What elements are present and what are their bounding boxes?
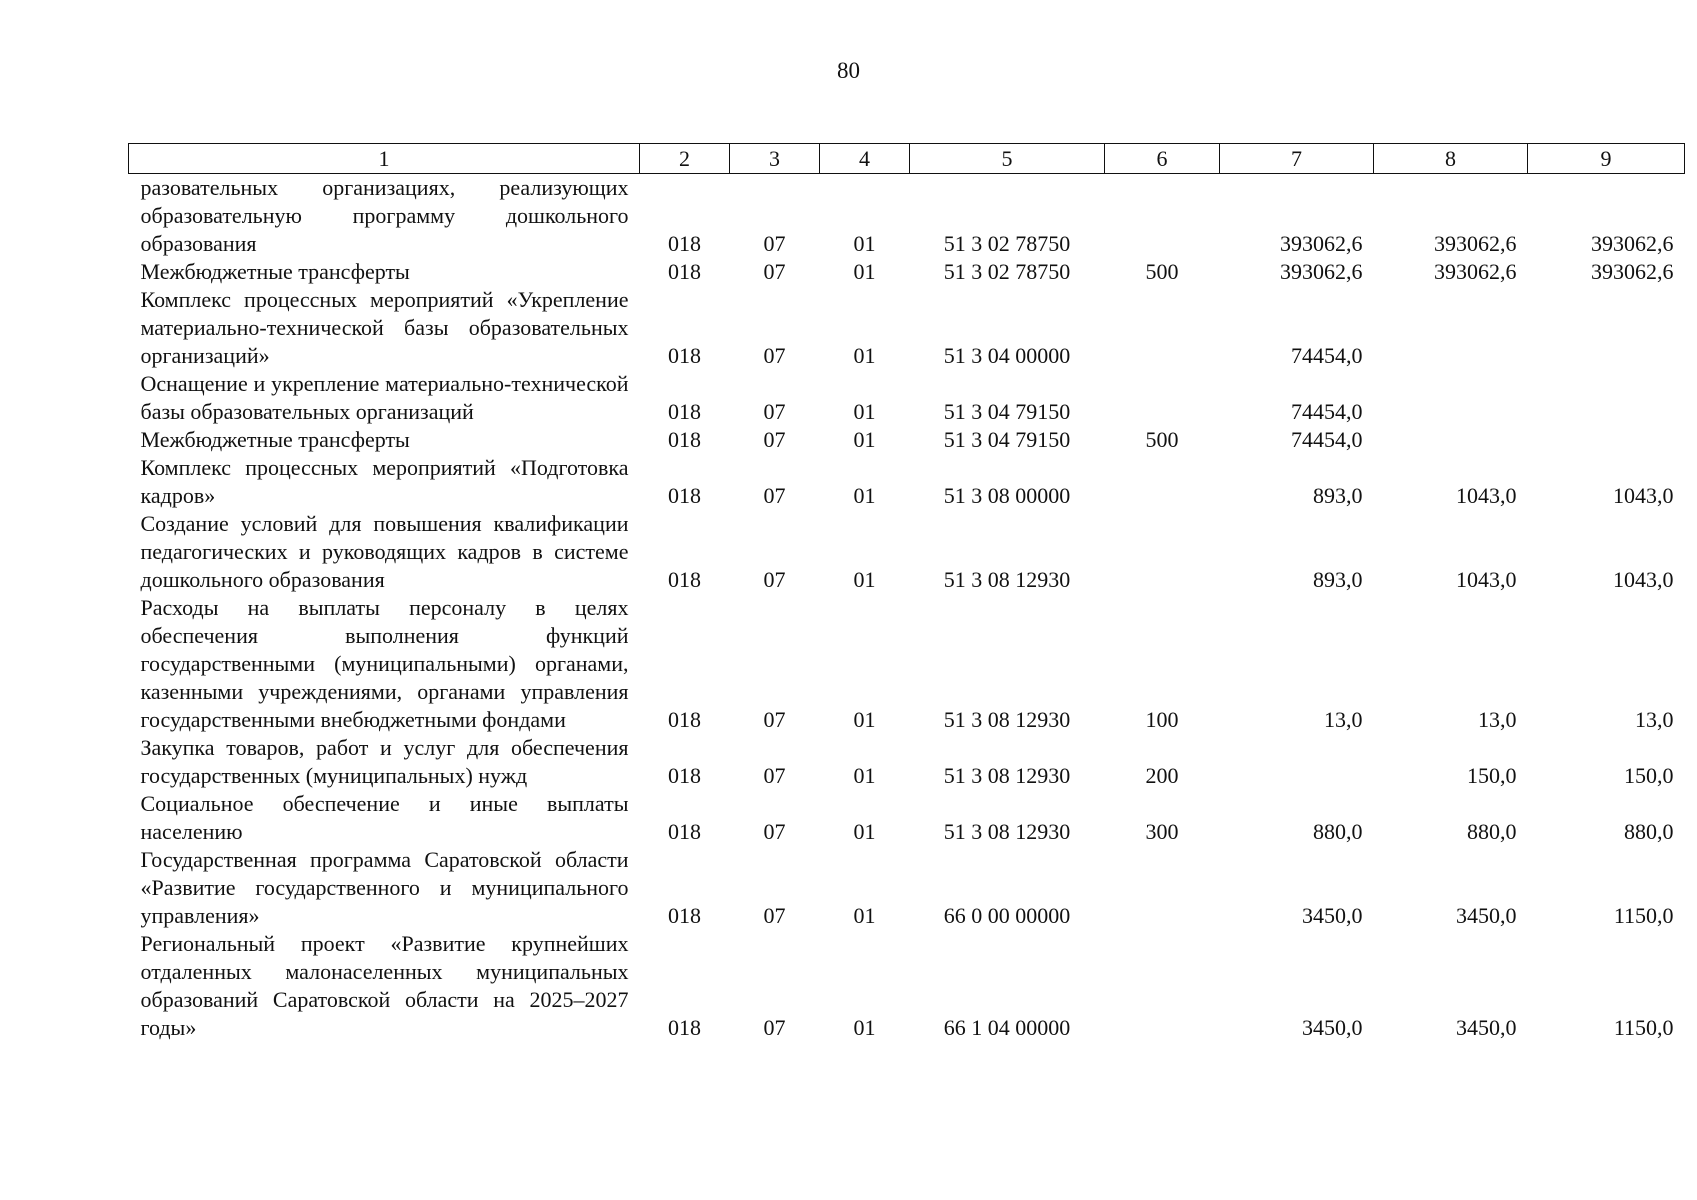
cell-expense-type — [1105, 846, 1220, 930]
page-number: 80 — [837, 58, 860, 83]
cell-expense-type — [1105, 370, 1220, 426]
row-name: Комплекс процессных мероприятий «Укрепление материально-технической базы образовательных организаций» — [140, 287, 629, 368]
table-row — [129, 426, 1685, 454]
header-cell-5: 5 — [910, 144, 1105, 174]
cell-expense-type — [1105, 174, 1220, 259]
cell-target-article: 51 3 08 00000 — [943, 483, 1071, 508]
cell-amount-col8: 13,0 — [1478, 707, 1517, 732]
budget-table — [128, 143, 1685, 1042]
cell-amount-col9 — [1528, 426, 1685, 454]
cell-target-article: 51 3 04 00000 — [943, 343, 1071, 368]
row-name: Комплекс процессных мероприятий «Подготовка кадров» — [140, 455, 629, 508]
cell-subsection: 01 — [853, 903, 876, 928]
cell-amount-col7 — [1220, 734, 1374, 790]
cell-subsection: 01 — [853, 483, 876, 508]
cell-section: 07 — [763, 399, 786, 424]
table-row — [129, 370, 1685, 426]
cell-amount-col9: 1043,0 — [1613, 483, 1674, 508]
cell-amount-col7: 13,0 — [1324, 707, 1363, 732]
cell-subsection: 01 — [853, 343, 876, 368]
cell-amount-col7: 393062,6 — [1280, 231, 1363, 256]
cell-amount-col7: 3450,0 — [1302, 903, 1363, 928]
cell-section: 07 — [763, 259, 786, 284]
cell-target-article: 51 3 02 78750 — [943, 231, 1071, 256]
table-row — [129, 930, 1685, 1042]
cell-amount-col7: 74454,0 — [1291, 343, 1363, 368]
cell-amount-col9: 150,0 — [1624, 763, 1674, 788]
cell-ministry: 018 — [668, 819, 701, 844]
cell-section: 07 — [763, 903, 786, 928]
cell-target-article: 51 3 02 78750 — [943, 259, 1071, 284]
cell-target-article: 51 3 08 12930 — [943, 567, 1071, 592]
header-cell-8: 8 — [1374, 144, 1528, 174]
cell-amount-col9 — [1528, 370, 1685, 426]
cell-subsection: 01 — [853, 763, 876, 788]
row-name: Региональный проект «Развитие крупнейших отдаленных малонаселенных муниципальных образований Саратовской области на 2025–2027 годы» — [140, 931, 629, 1040]
cell-ministry: 018 — [668, 231, 701, 256]
cell-amount-col7: 893,0 — [1313, 567, 1363, 592]
cell-amount-col9: 1150,0 — [1613, 903, 1674, 928]
cell-section: 07 — [763, 763, 786, 788]
cell-subsection: 01 — [853, 427, 876, 452]
cell-subsection: 01 — [853, 259, 876, 284]
cell-target-article: 51 3 04 79150 — [943, 427, 1071, 452]
cell-target-article: 66 1 04 00000 — [943, 1015, 1071, 1040]
row-name: Социальное обеспечение и иные выплаты населению — [140, 791, 629, 844]
header-cell-4: 4 — [820, 144, 910, 174]
table-header — [129, 144, 1685, 174]
cell-expense-type — [1105, 510, 1220, 594]
cell-amount-col8 — [1374, 426, 1528, 454]
row-name: Создание условий для повышения квалификации педагогических и руководящих кадров в системе дошкольного образования — [140, 511, 629, 592]
cell-amount-col8: 3450,0 — [1456, 1015, 1517, 1040]
cell-subsection: 01 — [853, 1015, 876, 1040]
cell-amount-col7: 893,0 — [1313, 483, 1363, 508]
cell-amount-col8 — [1374, 370, 1528, 426]
cell-subsection: 01 — [853, 707, 876, 732]
cell-amount-col7: 74454,0 — [1291, 427, 1363, 452]
cell-section: 07 — [763, 707, 786, 732]
cell-expense-type — [1105, 454, 1220, 510]
cell-amount-col8: 1043,0 — [1456, 567, 1517, 592]
cell-expense-type: 500 — [1145, 427, 1179, 452]
cell-subsection: 01 — [853, 567, 876, 592]
cell-ministry: 018 — [668, 427, 701, 452]
header-cell-9: 9 — [1528, 144, 1685, 174]
cell-section: 07 — [763, 343, 786, 368]
table-row — [129, 846, 1685, 930]
header-cell-7: 7 — [1220, 144, 1374, 174]
table-body — [129, 174, 1685, 1043]
cell-section: 07 — [763, 1015, 786, 1040]
cell-amount-col9: 393062,6 — [1591, 259, 1674, 284]
cell-ministry: 018 — [668, 343, 701, 368]
cell-target-article: 51 3 08 12930 — [943, 763, 1071, 788]
cell-expense-type: 200 — [1145, 763, 1179, 788]
cell-amount-col8: 393062,6 — [1434, 231, 1517, 256]
header-cell-3: 3 — [730, 144, 820, 174]
cell-amount-col9: 1043,0 — [1613, 567, 1674, 592]
cell-amount-col9: 880,0 — [1624, 819, 1674, 844]
cell-amount-col9: 1150,0 — [1613, 1015, 1674, 1040]
row-name: Закупка товаров, работ и услуг для обеспечения государственных (муниципальных) нужд — [140, 735, 629, 788]
cell-amount-col8: 880,0 — [1467, 819, 1517, 844]
table-row — [129, 258, 1685, 286]
cell-ministry: 018 — [668, 399, 701, 424]
cell-amount-col7: 3450,0 — [1302, 1015, 1363, 1040]
cell-amount-col9: 393062,6 — [1591, 231, 1674, 256]
cell-amount-col7: 880,0 — [1313, 819, 1363, 844]
cell-subsection: 01 — [853, 399, 876, 424]
table-row — [129, 734, 1685, 790]
cell-section: 07 — [763, 231, 786, 256]
header-cell-2: 2 — [640, 144, 730, 174]
cell-section: 07 — [763, 567, 786, 592]
cell-ministry: 018 — [668, 763, 701, 788]
cell-amount-col9 — [1528, 286, 1685, 370]
cell-target-article: 51 3 08 12930 — [943, 819, 1071, 844]
row-name: разовательных организациях, реализующих образовательную программу дошкольного образования — [140, 175, 629, 256]
cell-subsection: 01 — [853, 819, 876, 844]
cell-expense-type: 500 — [1145, 259, 1179, 284]
cell-ministry: 018 — [668, 567, 701, 592]
row-name: Межбюджетные трансферты — [140, 259, 410, 284]
cell-expense-type: 100 — [1145, 707, 1179, 732]
cell-expense-type: 300 — [1145, 819, 1179, 844]
table-row — [129, 174, 1685, 259]
cell-ministry: 018 — [668, 259, 701, 284]
row-name: Расходы на выплаты персоналу в целях обеспечения выполнения функций государственными (муниципальными) органами, казенными учреждениями, органами управления государственными внебюджетными фондами — [140, 595, 629, 732]
table-row — [129, 594, 1685, 734]
cell-ministry: 018 — [668, 707, 701, 732]
table-row — [129, 510, 1685, 594]
row-name: Государственная программа Саратовской области «Развитие государственного и муниципального управления» — [140, 847, 629, 928]
cell-expense-type — [1105, 286, 1220, 370]
cell-amount-col7: 393062,6 — [1280, 259, 1363, 284]
table-row — [129, 286, 1685, 370]
cell-section: 07 — [763, 483, 786, 508]
row-name: Межбюджетные трансферты — [140, 427, 410, 452]
cell-amount-col9: 13,0 — [1635, 707, 1674, 732]
cell-amount-col7: 74454,0 — [1291, 399, 1363, 424]
header-cell-1: 1 — [129, 144, 640, 174]
cell-target-article: 51 3 04 79150 — [943, 399, 1071, 424]
cell-target-article: 66 0 00 00000 — [943, 903, 1071, 928]
cell-ministry: 018 — [668, 903, 701, 928]
cell-amount-col8 — [1374, 286, 1528, 370]
cell-section: 07 — [763, 819, 786, 844]
cell-subsection: 01 — [853, 231, 876, 256]
cell-amount-col8: 1043,0 — [1456, 483, 1517, 508]
row-name: Оснащение и укрепление материально-технической базы образовательных организаций — [140, 371, 629, 424]
cell-amount-col8: 393062,6 — [1434, 259, 1517, 284]
cell-ministry: 018 — [668, 483, 701, 508]
cell-expense-type — [1105, 930, 1220, 1042]
header-row — [129, 144, 1685, 174]
header-cell-6: 6 — [1105, 144, 1220, 174]
cell-section: 07 — [763, 427, 786, 452]
table-row — [129, 790, 1685, 846]
table-row — [129, 454, 1685, 510]
cell-amount-col8: 150,0 — [1467, 763, 1517, 788]
cell-target-article: 51 3 08 12930 — [943, 707, 1071, 732]
cell-amount-col8: 3450,0 — [1456, 903, 1517, 928]
cell-ministry: 018 — [668, 1015, 701, 1040]
